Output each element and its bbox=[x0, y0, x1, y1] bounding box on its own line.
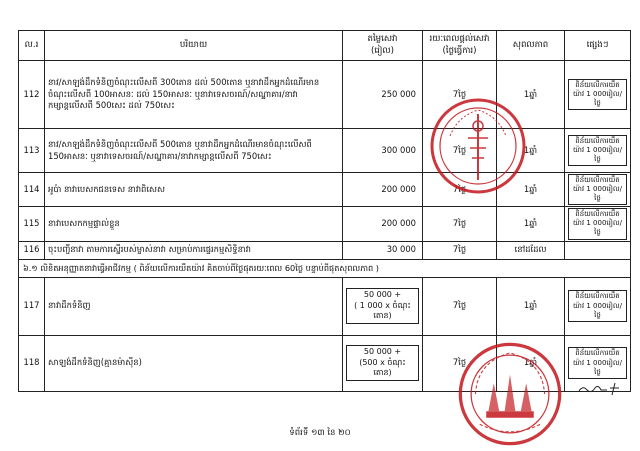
row-note: ពិន័យលើការយឺតយ៉ាវ 1 000រៀល/ថ្ងៃ bbox=[568, 79, 627, 110]
fee-unit: តោន) bbox=[373, 311, 392, 321]
section-heading: ៦.១ លិខិតអនុញ្ញាតនាវាធ្វើអាជីវកម្ម ( ពិន័យលើការយឺតយ៉ាវ គិតចាប់ពីថ្ងៃផុតរយៈពេល 60ថ្ងៃ បន្ទាប់ពីផុតសុពលភាព ) bbox=[19, 259, 631, 277]
row-note: ពិន័យលើការយឺតយ៉ាវ 1 000រៀល/ថ្ងៃ bbox=[568, 135, 627, 166]
row-description: នាវាបេសកកម្មផ្ទាល់ខ្លួន bbox=[45, 207, 343, 241]
fee-table-sheet bbox=[18, 30, 631, 392]
row-validity: 1ឆ្នាំ bbox=[497, 277, 565, 335]
table-row bbox=[19, 241, 631, 259]
fee-base: 50 000 + bbox=[363, 289, 402, 299]
signature-icon bbox=[577, 380, 625, 398]
row-fee: 300 000 bbox=[343, 129, 423, 173]
row-number: 112 bbox=[19, 61, 45, 129]
page-number: ទំព័រទី ១៣ នៃ ២០ bbox=[289, 428, 351, 438]
row-validity: 1ឆ្នាំ bbox=[497, 61, 565, 129]
table-row bbox=[19, 277, 631, 335]
row-fee-formula bbox=[346, 345, 419, 381]
row-time: 7ថ្ងៃ bbox=[423, 61, 497, 129]
row-validity: នៅដដែល bbox=[497, 241, 565, 259]
row-description: នាវ/សាឡង់ដឹកទំនិញចំណុះលើសពី 500តោន ឬនាវាដឹកអ្នកដំណើរមានចំណុះលើសពី 150អាសនៈ ឬនាវាទេសចរណ៍/សណ្ឋាគារ/នាវាកម្សាន្តលើសពី 750សេះ bbox=[45, 129, 343, 173]
table-row bbox=[19, 173, 631, 207]
row-number: 113 bbox=[19, 129, 45, 173]
row-time: 7ថ្ងៃ bbox=[423, 173, 497, 207]
row-description: ចុះបញ្ជីនាវា តាមការស្នើរបស់ម្ចាស់នាវា សម្រាប់ការផ្ទេរកម្មសិទ្ធិនាវា bbox=[45, 241, 343, 259]
row-time: 7ថ្ងៃ bbox=[423, 241, 497, 259]
row-description: នាវ/សាឡង់ដឹកទំនិញចំណុះលើសពី 300តោន ដល់ 500តោន ឬនាវាដឹកអ្នកដំណើរមានចំណុះលើសពី 100អាសនៈ ដល់ 150អាសនៈ ឬនាវាទេសចរណ៍/សណ្ឋាគារ/នាវាកម្សាន្តលើសពី 500សេះ ដល់ 750សេះ bbox=[45, 61, 343, 129]
row-description: សាឡង់ដឹកទំនិញ(គ្មានម៉ាស៊ីន) bbox=[45, 335, 343, 391]
row-validity: 1ឆ្នាំ bbox=[497, 129, 565, 173]
table-row bbox=[19, 61, 631, 129]
row-note: ពិន័យលើការយឺតយ៉ាវ 1 000រៀល/ថ្ងៃ bbox=[568, 208, 627, 239]
row-note: ពិន័យលើការយឺតយ៉ាវ 1 000រៀល/ថ្ងៃ bbox=[568, 347, 627, 378]
row-time: 7ថ្ងៃ bbox=[423, 207, 497, 241]
header-validity: សុពលភាព bbox=[497, 31, 565, 61]
row-description: នាវាដឹកទំនិញ bbox=[45, 277, 343, 335]
row-time: 7ថ្ងៃ bbox=[423, 129, 497, 173]
fee-multiplier: ( 1 000 x ចំណុះ bbox=[354, 300, 411, 310]
fee-table bbox=[18, 30, 631, 392]
row-fee: 250 000 bbox=[343, 61, 423, 129]
table-row bbox=[19, 129, 631, 173]
row-validity: 1ឆ្នាំ bbox=[497, 207, 565, 241]
row-number: 115 bbox=[19, 207, 45, 241]
row-fee: 30 000 bbox=[343, 241, 423, 259]
row-number: 117 bbox=[19, 277, 45, 335]
fee-multiplier: (500 x ចំណុះ bbox=[359, 357, 406, 367]
row-note bbox=[565, 241, 631, 259]
row-fee: 200 000 bbox=[343, 173, 423, 207]
header-note: ផ្សេងៗ bbox=[565, 31, 631, 61]
fee-base: 50 000 + bbox=[363, 346, 402, 356]
row-number: 116 bbox=[19, 241, 45, 259]
row-number: 118 bbox=[19, 335, 45, 391]
header-fee: តម្លៃសេវា (រៀល) bbox=[343, 31, 423, 61]
row-fee: 200 000 bbox=[343, 207, 423, 241]
header-description: បរិយាយ bbox=[45, 31, 343, 61]
row-note: ពិន័យលើការយឺតយ៉ាវ 1 000រៀល/ថ្ងៃ bbox=[568, 174, 627, 205]
header-time: រយៈពេលផ្តល់សេវា (ថ្ងៃធ្វើការ) bbox=[423, 31, 497, 61]
table-header-row bbox=[19, 31, 631, 61]
row-time: 7ថ្ងៃ bbox=[423, 335, 497, 391]
row-number: 114 bbox=[19, 173, 45, 207]
row-fee-formula bbox=[346, 288, 419, 324]
row-time: 7ថ្ងៃ bbox=[423, 277, 497, 335]
section-heading-row bbox=[19, 259, 631, 277]
row-note: ពិន័យលើការយឺតយ៉ាវ 1 000រៀល/ថ្ងៃ bbox=[568, 290, 627, 321]
header-no: ល.រ bbox=[19, 31, 45, 61]
fee-unit: តោន) bbox=[373, 368, 392, 378]
table-row bbox=[19, 207, 631, 241]
row-validity: 1ឆ្នាំ bbox=[497, 173, 565, 207]
row-description: អូប៉ា នាវាបេសកជនទេស នាវាពិសេស bbox=[45, 173, 343, 207]
official-seal-icon bbox=[428, 96, 528, 196]
row-validity: 1ឆ្នាំ bbox=[497, 335, 565, 391]
